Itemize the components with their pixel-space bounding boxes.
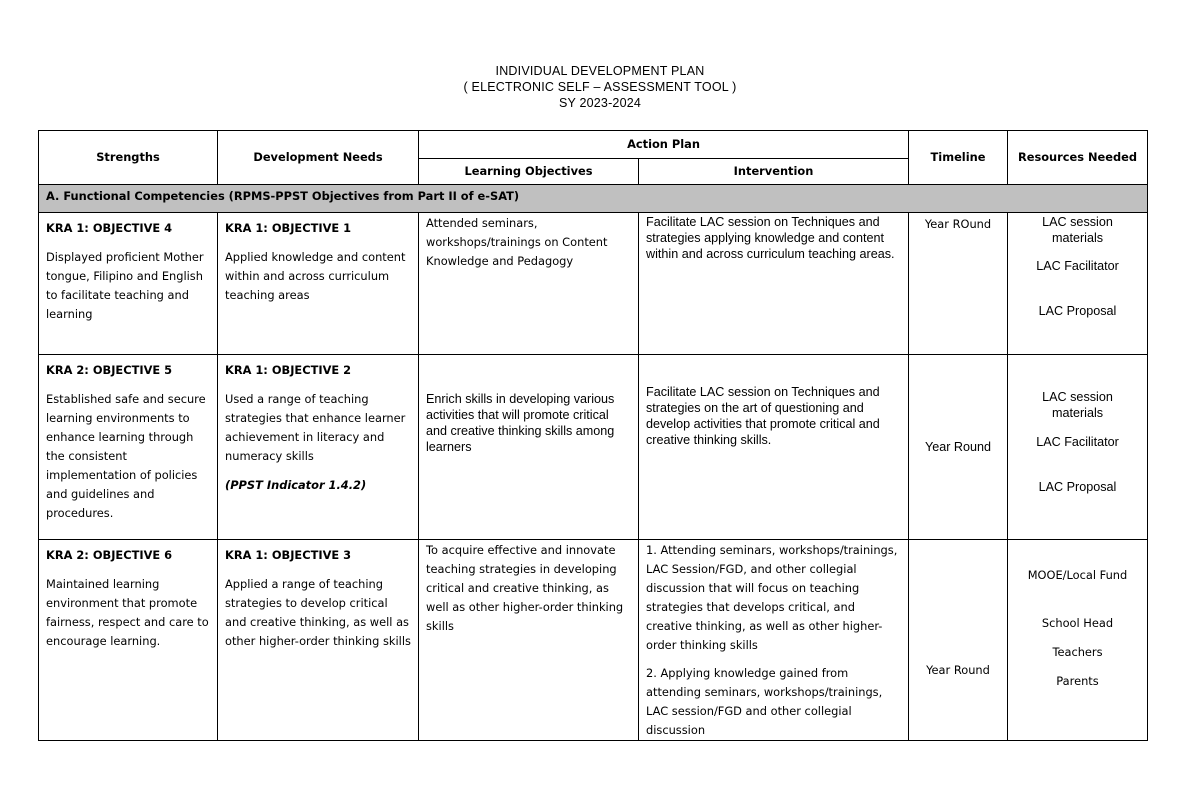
learning-objective-text: To acquire effective and innovate teaching strategies in developing critical and creative thinking, as well as other higher-order thinking skills: [426, 543, 624, 633]
document-header: [0, 63, 1200, 111]
strength-objective: KRA 2: OBJECTIVE 6: [46, 548, 173, 562]
need-objective: KRA 1: OBJECTIVE 3: [225, 548, 352, 562]
learning-objective-cell: [419, 355, 639, 540]
strength-text: Maintained learning environment that promote fairness, respect and care to encourage learning.: [46, 577, 209, 648]
intervention-text: 1. Attending seminars, workshops/trainings, LAC Session/FGD, and other collegial discussion that will focus on teaching strategies that develops critical, and creative thinking, as well as other higher-order thinking skills: [646, 543, 898, 652]
timeline-cell: [909, 355, 1008, 540]
col-header-strengths: Strengths: [39, 131, 218, 185]
resource-item: LAC Facilitator: [1036, 435, 1119, 449]
need-text: Applied a range of teaching strategies to develop critical and creative thinking, as well as other higher-order thinking skills: [225, 577, 411, 648]
timeline-text: Year ROund: [924, 217, 992, 231]
need-text: Used a range of teaching strategies that enhance learner achievement in literacy and numeracy skills: [225, 392, 406, 463]
need-cell: [218, 213, 419, 355]
resources-cell: [1008, 355, 1148, 540]
strength-cell: [39, 213, 218, 355]
resource-item: LAC Proposal: [1038, 304, 1117, 318]
document-title: INDIVIDUAL DEVELOPMENT PLAN: [495, 64, 705, 78]
intervention-cell: [639, 540, 909, 741]
learning-objective-cell: [419, 213, 639, 355]
intervention-cell: [639, 355, 909, 540]
section-title: A. Functional Competencies (RPMS-PPST Objectives from Part II of e-SAT): [39, 185, 1148, 213]
learning-objective-text: Enrich skills in developing various activities that will promote critical and creative thinking skills among learners: [426, 392, 615, 454]
timeline-cell: [909, 213, 1008, 355]
resource-item: LAC session materials: [1042, 390, 1113, 420]
timeline-text: Year Round: [926, 662, 990, 677]
col-header-development-needs: Development Needs: [218, 131, 419, 185]
strength-objective: KRA 1: OBJECTIVE 4: [46, 221, 173, 235]
resource-item: LAC Proposal: [1038, 480, 1117, 494]
need-objective: KRA 1: OBJECTIVE 1: [225, 221, 352, 235]
resource-item: School Head: [1041, 616, 1114, 630]
col-header-action-plan: Action Plan: [419, 131, 909, 159]
learning-objective-text: Attended seminars, workshops/trainings on Content Knowledge and Pedagogy: [426, 216, 608, 268]
need-text: Applied knowledge and content within and across curriculum teaching areas: [225, 250, 406, 302]
intervention-text: Facilitate LAC session on Techniques and strategies on the art of questioning and develop activities that promote critical and creative thinking skills.: [646, 385, 880, 447]
resource-item: Parents: [1056, 674, 1099, 688]
resource-item: LAC session materials: [1042, 215, 1113, 245]
table-row: [39, 540, 1148, 741]
resources-cell: [1008, 540, 1148, 741]
timeline-cell: [909, 540, 1008, 741]
col-header-learning-objectives: Learning Objectives: [419, 159, 639, 185]
resources-cell: [1008, 213, 1148, 355]
strength-text: Displayed proficient Mother tongue, Filipino and English to facilitate teaching and learning: [46, 250, 204, 321]
school-year: SY 2023-2024: [558, 96, 642, 110]
col-header-resources: Resources Needed: [1008, 131, 1148, 185]
strength-cell: [39, 355, 218, 540]
timeline-text: Year Round: [924, 440, 992, 454]
strength-objective: KRA 2: OBJECTIVE 5: [46, 363, 173, 377]
intervention-cell: [639, 213, 909, 355]
intervention-text: 2. Applying knowledge gained from attending seminars, workshops/trainings, LAC session/FGD and other collegial discussion: [646, 666, 883, 737]
learning-objective-cell: [419, 540, 639, 741]
need-objective: KRA 1: OBJECTIVE 2: [225, 363, 352, 377]
col-header-timeline: Timeline: [909, 131, 1008, 185]
document-subtitle: ( ELECTRONIC SELF – ASSESSMENT TOOL ): [463, 80, 737, 94]
need-cell: [218, 540, 419, 741]
strength-cell: [39, 540, 218, 741]
resource-item: LAC Facilitator: [1036, 259, 1119, 273]
strength-text: Established safe and secure learning environments to enhance learning through the consistent implementation of policies and guidelines and procedures.: [46, 392, 206, 520]
resource-item: MOOE/Local Fund: [1027, 568, 1128, 582]
need-cell: [218, 355, 419, 540]
intervention-text: Facilitate LAC session on Techniques and strategies applying knowledge and content within and across curriculum teaching areas.: [646, 215, 895, 261]
col-header-intervention: Intervention: [639, 159, 909, 185]
resource-item: Teachers: [1052, 645, 1103, 659]
ppst-indicator: (PPST Indicator 1.4.2): [225, 478, 367, 492]
development-plan-table: [38, 130, 1148, 741]
table-row: [39, 355, 1148, 540]
table-row: [39, 213, 1148, 355]
section-row: [39, 185, 1148, 213]
